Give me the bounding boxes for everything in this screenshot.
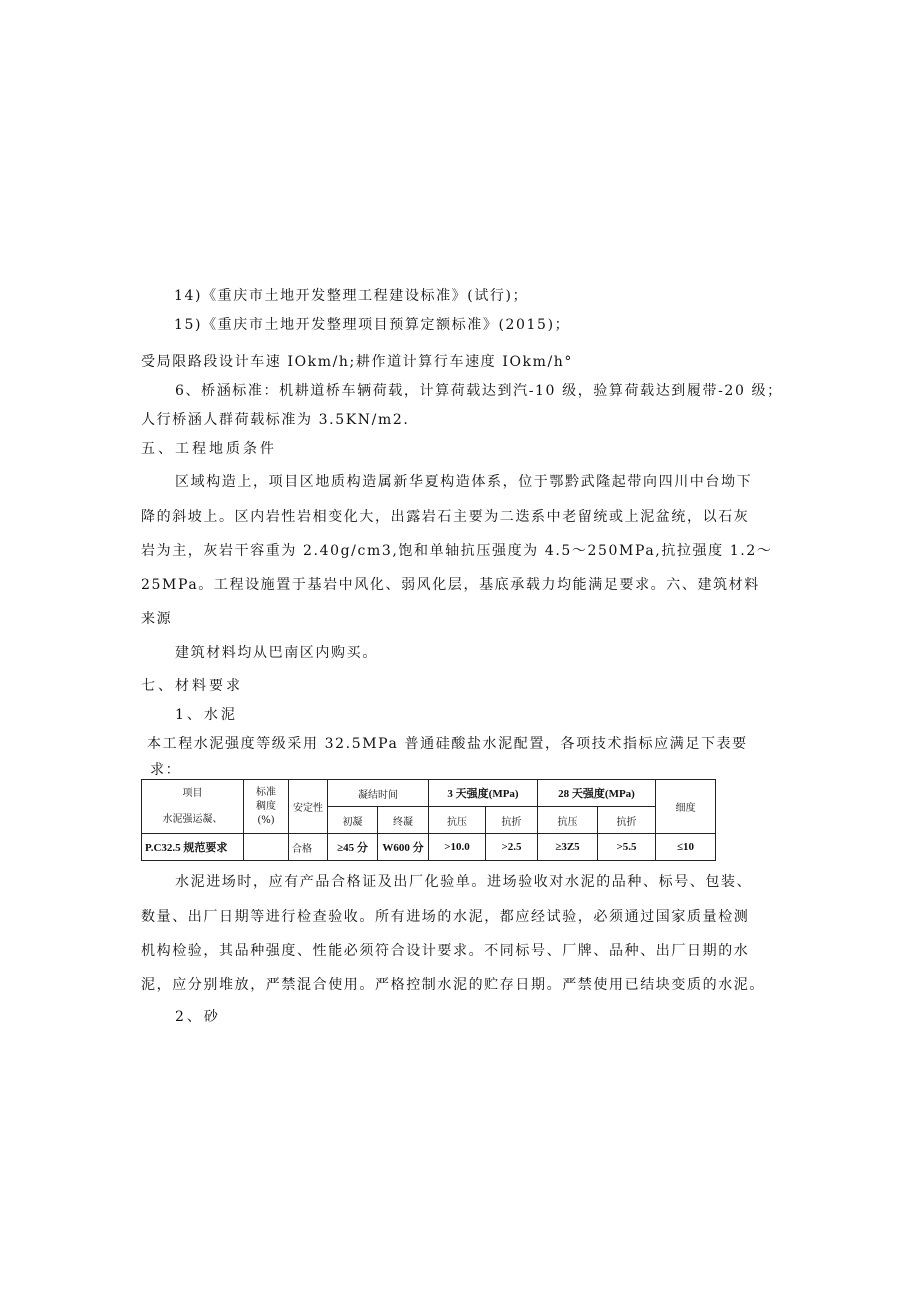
text-standard-14: 14)《重庆市土地开发整理工程建设标准》(试行)； <box>174 288 529 304</box>
heading-cement: 1、水泥 <box>175 707 238 723</box>
text-geology-1: 区域构造上，项目区地质构造属新华夏构造体系，位于鄂黔武隆起带向四川中台坳下 <box>175 474 753 490</box>
cell-3day-flexural: >2.5 <box>486 834 538 861</box>
header-item <box>142 780 244 834</box>
header-28day-strength: 28 天强度(MPa) <box>538 780 656 807</box>
cell-3day-compressive: >10.0 <box>429 834 486 861</box>
header-std-line2: 稠度 <box>256 800 276 812</box>
header-item-sub: 水泥强运凝、 <box>162 813 223 825</box>
text-cement-intro-cont: 求： <box>150 762 182 778</box>
text-geology-3: 岩为主，灰岩干容重为 2.40g/cm3,饱和单轴抗压强度为 4.5～250MPa,抗拉强度 1.2～ <box>141 543 773 559</box>
subheader-28day-compressive: 抗压 <box>538 807 598 834</box>
text-geology-5: 来源 <box>141 611 173 627</box>
text-geology-4: 25MPa。工程设施置于基岩中风化、弱风化层，基底承载力均能满足要求。六、建筑材料 <box>141 577 760 593</box>
cell-28day-compressive: ≥3Z5 <box>538 834 598 861</box>
cell-stability: 合格 <box>289 834 328 861</box>
text-standard-15: 15)《重庆市土地开发整理项目预算定额标准》(2015)； <box>174 317 571 333</box>
header-stability: 安定性 <box>289 780 328 834</box>
subheader-3day-compressive: 抗压 <box>429 807 486 834</box>
text-cement-intro: 本工程水泥强度等级采用 32.5MPa 普通硅酸盐水泥配置，各项技术指标应满足下表要 <box>147 736 748 752</box>
cell-28day-flexural: >5.5 <box>598 834 656 861</box>
heading-sand: 2、砂 <box>175 1009 221 1025</box>
subheader-initial-set: 初凝 <box>328 807 378 834</box>
text-cement-acceptance-1: 水泥进场时，应有产品合格证及出厂化验单。进场验收对水泥的品种、标号、包装、 <box>175 874 753 890</box>
cell-fineness: ≤10 <box>656 834 716 861</box>
header-std-line3: (%) <box>257 814 275 826</box>
text-geology-2: 降的斜坡上。区内岩性岩相变化大，出露岩石主要为二迭系中老留统或上泥盆统，以石灰 <box>141 509 750 525</box>
header-setting-time: 凝结时间 <box>328 780 429 807</box>
subheader-28day-flexural: 抗折 <box>598 807 656 834</box>
text-cement-acceptance-4: 泥，应分别堆放，严禁混合使用。严格控制水泥的贮存日期。严禁使用已结块变质的水泥。 <box>141 977 765 993</box>
cell-standard-consistency <box>244 834 289 861</box>
header-3day-strength: 3 天强度(MPa) <box>429 780 538 807</box>
cell-cement-grade: P.C32.5 规范要求 <box>142 834 244 861</box>
header-std-line1: 标准 <box>256 786 276 798</box>
cement-spec-table <box>141 779 716 861</box>
table-row <box>142 834 716 861</box>
heading-geology: 五、工程地质条件 <box>141 441 277 457</box>
header-item-label: 项目 <box>182 787 203 799</box>
text-cement-acceptance-2: 数量、出厂日期等进行检查验收。所有进场的水泥，都应经试验，必须通过国家质量检测 <box>141 909 750 925</box>
text-bridge-standard: 6、桥涵标准：机耕道桥车辆荷载，计算荷载达到汽-10 级，验算荷载达到履带-20 级； <box>175 383 783 399</box>
header-standard-consistency <box>244 780 289 834</box>
subheader-final-set: 终凝 <box>378 807 429 834</box>
header-fineness: 细度 <box>656 780 716 834</box>
text-bridge-standard-cont: 人行桥涵人群荷载标准为 3.5KN/m2. <box>141 412 410 428</box>
text-road-speed: 受局限路段设计车速 IOkm/h;耕作道计算行车速度 IOkm/h° <box>141 354 574 370</box>
text-materials-source: 建筑材料均从巴南区内购买。 <box>175 645 378 661</box>
subheader-3day-flexural: 抗折 <box>486 807 538 834</box>
text-cement-acceptance-3: 机构检验，其品种强度、性能必须符合设计要求。不同标号、厂牌、品种、出厂日期的水 <box>141 943 750 959</box>
cell-final-set: W600 分 <box>378 834 429 861</box>
cell-initial-set: ≥45 分 <box>328 834 378 861</box>
heading-material-requirements: 七、材料要求 <box>141 678 243 694</box>
